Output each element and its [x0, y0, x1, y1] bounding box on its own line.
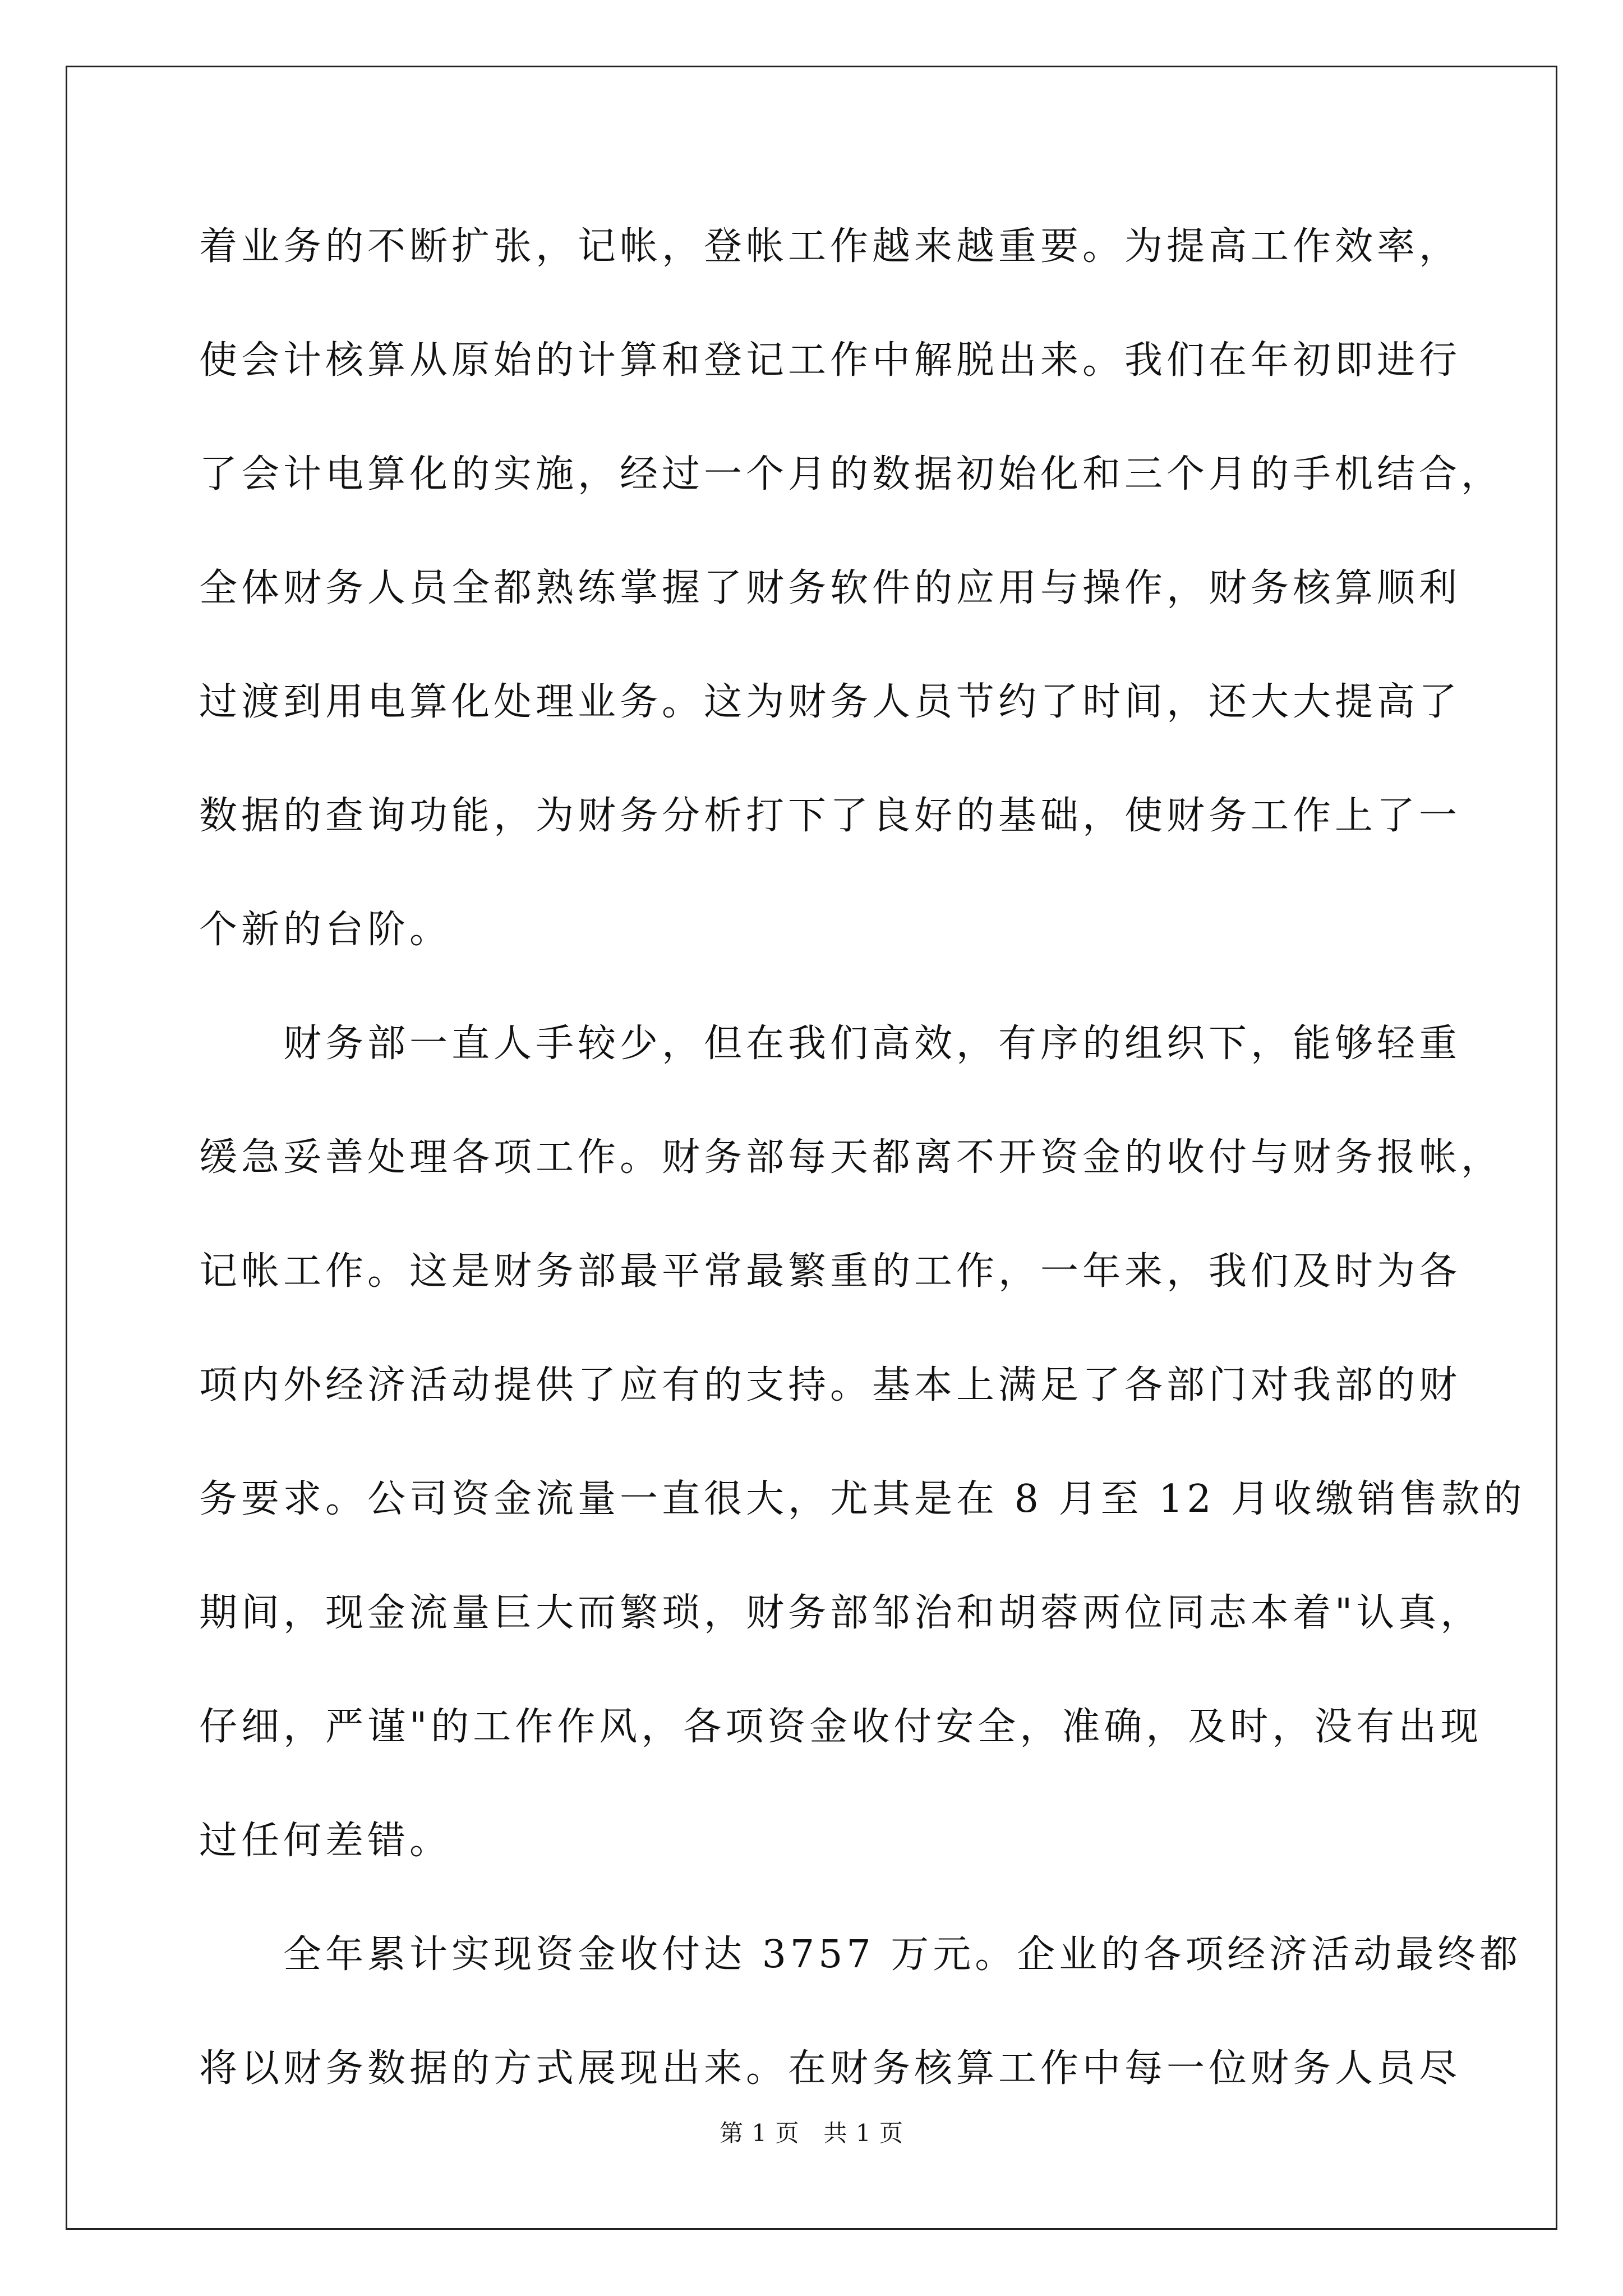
text-line-9: 缓急妥善处理各项工作。财务部每天都离不开资金的收付与财务报帐， [199, 1135, 1504, 1180]
text-line-1: 着业务的不断扩张，记帐，登帐工作越来越重要。为提高工作效率， [199, 224, 1461, 269]
text-line-16: 全年累计实现资金收付达 3757 万元。企业的各项经济活动最终都 [283, 1932, 1522, 1977]
text-line-5: 过渡到用电算化处理业务。这为财务人员节约了时间，还大大提高了 [199, 680, 1461, 724]
text-line-12: 务要求。公司资金流量一直很大，尤其是在 8 月至 12 月收缴销售款的 [199, 1477, 1526, 1521]
text-line-13: 期间，现金流量巨大而繁琐，财务部邹治和胡蓉两位同志本着"认真， [199, 1591, 1483, 1635]
text-line-8: 财务部一直人手较少，但在我们高效，有序的组织下，能够轻重 [283, 1022, 1461, 1066]
text-line-2: 使会计核算从原始的计算和登记工作中解脱出来。我们在年初即进行 [199, 338, 1461, 383]
text-line-14: 仔细，严谨"的工作作风，各项资金收付安全，准确，及时，没有出现 [199, 1705, 1483, 1749]
text-line-15: 过任何差错。 [199, 1819, 452, 1863]
text-line-3: 了会计电算化的实施，经过一个月的数据初始化和三个月的手机结合， [199, 452, 1504, 496]
document-body [199, 208, 1526, 2143]
page-footer: 第 1 页 共 1 页 [720, 2119, 903, 2147]
text-line-17: 将以财务数据的方式展现出来。在财务核算工作中每一位财务人员尽 [199, 2046, 1461, 2091]
text-line-6: 数据的查询功能，为财务分析打下了良好的基础，使财务工作上了一 [199, 794, 1461, 838]
text-line-11: 项内外经济活动提供了应有的支持。基本上满足了各部门对我部的财 [199, 1363, 1461, 1407]
text-line-4: 全体财务人员全都熟练掌握了财务软件的应用与操作，财务核算顺利 [199, 566, 1461, 610]
text-line-10: 记帐工作。这是财务部最平常最繁重的工作，一年来，我们及时为各 [199, 1249, 1461, 1294]
text-line-7: 个新的台阶。 [199, 908, 452, 952]
